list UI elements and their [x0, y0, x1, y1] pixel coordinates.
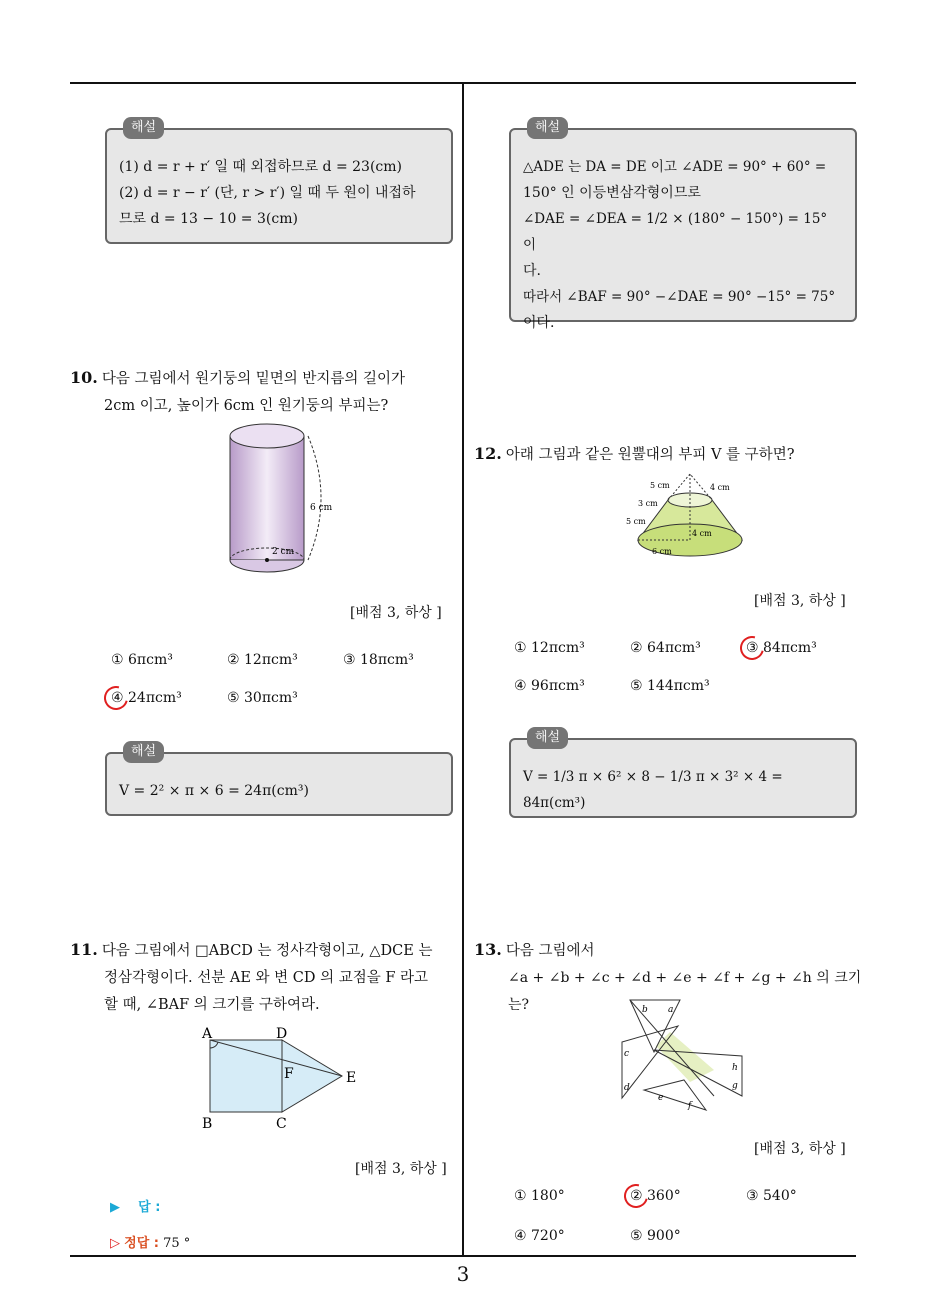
angle-label-a: a — [668, 1005, 674, 1015]
q11-explanation-box — [509, 120, 857, 331]
q11-expl-line3: ∠DAE = ∠DEA = 1/2 × (180° − 150°) = 15° 이 — [523, 211, 828, 253]
q13-answer-mark — [620, 1180, 653, 1213]
explanation-tag: 해설 — [527, 117, 568, 139]
q11-text3: 할 때, ∠BAF 의 크기를 구하여라. — [104, 997, 320, 1013]
q13-option-4[interactable]: ④ 720° — [514, 1228, 565, 1244]
q10-score: [배점 3, 하상 ] — [350, 605, 442, 621]
fig-label-2: 4 cm — [710, 483, 730, 492]
cylinder-top — [230, 424, 304, 448]
q13-option-3[interactable]: ③ 540° — [746, 1188, 797, 1204]
q10-option-2[interactable]: ② 12πcm³ — [227, 652, 298, 668]
q10-text1: 다음 그림에서 원기둥의 밑면의 반지름의 길이가 — [101, 371, 406, 387]
height-arc — [308, 436, 321, 560]
explanation-tag: 해설 — [123, 117, 164, 139]
fig-label-4: 5 cm — [626, 517, 646, 526]
q9-expl-line2: (2) d = r − r′ (단, r > r′) 일 때 두 원이 내접하 — [119, 185, 416, 201]
fig-label-6: 6 cm — [652, 547, 672, 556]
q12-option-3[interactable]: ③ 84πcm³ — [746, 640, 817, 656]
angle-label-d: d — [624, 1083, 630, 1093]
label-B: B — [202, 1116, 213, 1132]
explanation-tag: 해설 — [123, 741, 164, 763]
q12-option-4[interactable]: ④ 96πcm³ — [514, 678, 585, 694]
q10-question — [70, 364, 460, 420]
q12-explanation-box — [509, 730, 857, 818]
q13-text2: ∠a + ∠b + ∠c + ∠d + ∠e + ∠f + ∠g + ∠h 의 크기는? — [508, 970, 862, 1013]
q9-expl-line1: (1) d = r + r′ 일 때 외접하므로 d = 23(cm) — [119, 159, 402, 175]
q12-option-1[interactable]: ① 12πcm³ — [514, 640, 585, 656]
label-D: D — [276, 1026, 288, 1042]
q10-text2: 2cm 이고, 높이가 6cm 인 원기둥의 부피는? — [104, 398, 389, 414]
explanation-tag: 해설 — [527, 727, 568, 749]
q11-text1: 다음 그림에서 □ABCD 는 정사각형이고, △DCE 는 — [101, 943, 433, 959]
q12-option-2[interactable]: ② 64πcm³ — [630, 640, 701, 656]
q10-answer-mark — [100, 682, 133, 715]
label-E: E — [346, 1070, 357, 1086]
answer-label: 답 : — [138, 1200, 161, 1215]
q13-option-5[interactable]: ⑤ 900° — [630, 1228, 681, 1244]
height-label: 6 cm — [310, 503, 333, 513]
fig-label-5: 4 cm — [692, 529, 712, 538]
triangle-bullet-icon: ▶ — [110, 1200, 120, 1215]
q9-explanation-box — [105, 120, 453, 244]
q12-question — [474, 440, 864, 469]
label-C: C — [276, 1116, 287, 1132]
q11-expl-line2: 150° 인 이등변삼각형이므로 — [523, 185, 701, 201]
q11-question — [70, 936, 460, 1019]
q12-answer-mark — [736, 632, 769, 665]
q9-expl-line3: 므로 d = 13 − 10 = 3(cm) — [119, 211, 298, 227]
q11-score: [배점 3, 하상 ] — [355, 1161, 447, 1177]
label-A: A — [202, 1026, 213, 1042]
q11-square-triangle-figure — [196, 1022, 368, 1134]
q12-option-5[interactable]: ⑤ 144πcm³ — [630, 678, 710, 694]
q11-number: 11. — [70, 940, 98, 959]
cylinder-body — [230, 436, 304, 560]
q11-correct-row — [110, 1232, 190, 1251]
outline-triangle-icon: ▷ — [110, 1236, 120, 1251]
q11-answer-row — [110, 1196, 160, 1215]
q11-expl-line5: 따라서 ∠BAF = 90° −∠DAE = 90° −15° = 75° — [523, 289, 836, 305]
q12-frustum-figure — [622, 470, 752, 565]
angle-label-c: c — [624, 1049, 630, 1059]
q13-option-2[interactable]: ② 360° — [630, 1188, 681, 1204]
q10-option-3[interactable]: ③ 18πcm³ — [343, 652, 414, 668]
q10-cylinder-figure — [222, 420, 342, 585]
q13-score: [배점 3, 하상 ] — [754, 1141, 846, 1157]
q10-explanation: V = 2² × π × 6 = 24π(cm³) — [119, 783, 309, 799]
q10-option-5[interactable]: ⑤ 30πcm³ — [227, 690, 298, 706]
q13-number: 13. — [474, 940, 502, 959]
q12-number: 12. — [474, 444, 502, 463]
q10-number: 10. — [70, 368, 98, 387]
angle-label-g: g — [732, 1081, 738, 1091]
q12-text: 아래 그림과 같은 원뿔대의 부피 V 를 구하면? — [505, 447, 795, 463]
fig-label-1: 5 cm — [650, 481, 670, 490]
q10-option-1[interactable]: ① 6πcm³ — [111, 652, 173, 668]
angle-label-f: f — [688, 1101, 692, 1111]
q11-expl-line4: 다. — [523, 263, 541, 279]
triangle-left — [622, 1026, 678, 1098]
q10-option-4[interactable]: ④ 24πcm³ — [111, 690, 182, 706]
q12-explanation: V = 1/3 π × 6² × 8 − 1/3 π × 3² × 4 = 84π(cm³) — [523, 769, 783, 811]
radius-label: 2 cm — [272, 547, 295, 557]
q13-option-1[interactable]: ① 180° — [514, 1188, 565, 1204]
q11-text2: 정삼각형이다. 선분 AE 와 변 CD 의 교점을 F 라고 — [104, 970, 429, 986]
square-ABCD — [210, 1040, 282, 1112]
q13-angles-figure — [618, 996, 750, 1114]
cylinder-center — [265, 558, 269, 562]
angle-label-b: b — [642, 1005, 648, 1015]
angle-label-e: e — [658, 1093, 664, 1103]
column-divider — [462, 82, 464, 1257]
bottom-rule — [70, 1255, 856, 1257]
q13-text1: 다음 그림에서 — [505, 943, 595, 959]
triangle-bottom — [644, 1080, 706, 1110]
fig-label-3: 3 cm — [638, 499, 658, 508]
q11-correct-value: 75 ° — [163, 1236, 191, 1251]
page-number: 3 — [456, 1262, 470, 1286]
correct-label: 정답 : — [124, 1236, 159, 1251]
angle-label-h: h — [732, 1063, 738, 1073]
q12-score: [배점 3, 하상 ] — [754, 593, 846, 609]
q11-expl-line1: △ADE 는 DA = DE 이고 ∠ADE = 90° + 60° = — [523, 159, 827, 175]
label-F: F — [284, 1066, 294, 1082]
q10-explanation-box — [105, 744, 453, 816]
q11-expl-line6: 이다. — [523, 315, 555, 331]
